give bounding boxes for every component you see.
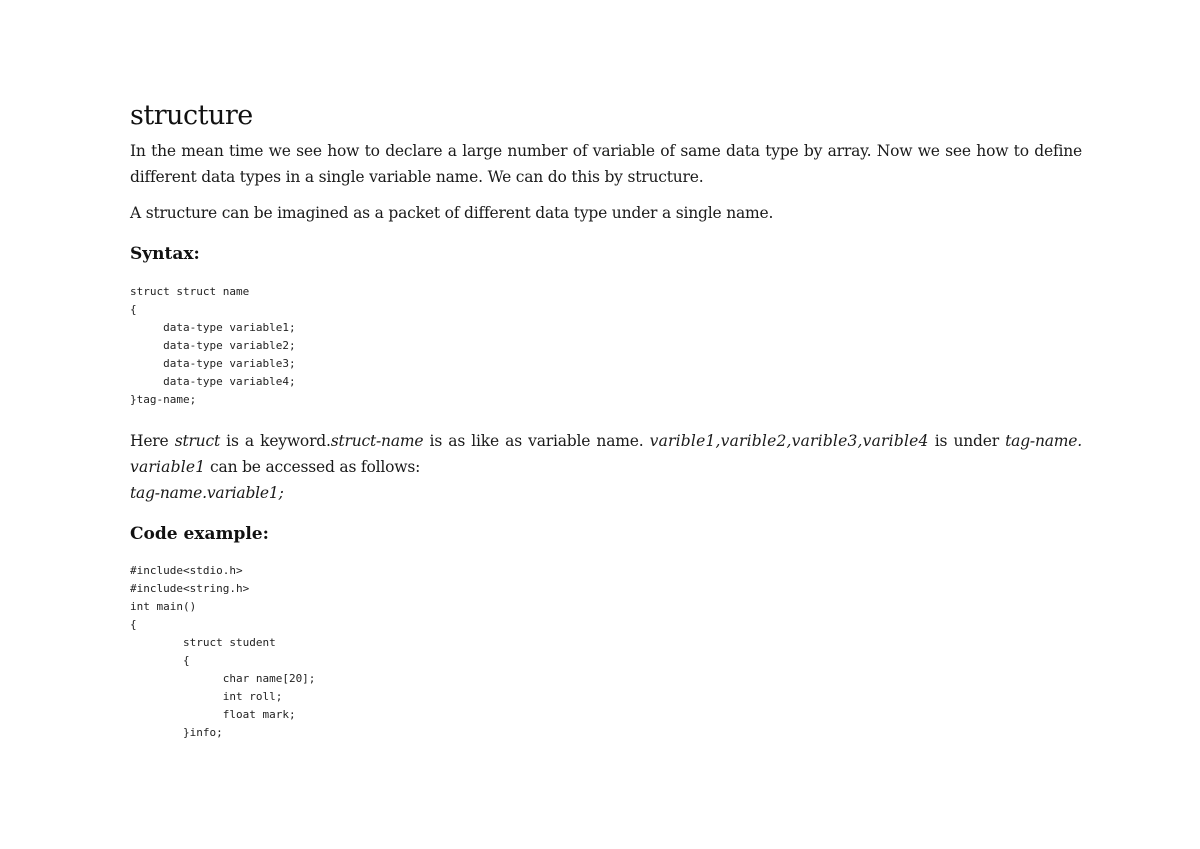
explanation-paragraph [130,428,1082,506]
code-line: struct struct name [130,285,250,298]
access-expression: tag-name.variable1; [130,484,284,502]
code-line: data-type variable4; [130,375,296,388]
explain-text: is under [928,432,1006,450]
code-line: { [130,654,190,667]
code-line: #include<stdio.h> [130,564,243,577]
explain-text: is as like as variable name. [423,432,650,450]
code-line: { [130,618,137,631]
syntax-code-block [130,283,1082,409]
code-line: int main() [130,600,197,613]
code-line: data-type variable3; [130,357,296,370]
page-title: structure [130,100,253,131]
explain-text: is a keyword. [219,432,331,450]
variables-list: varible1,varible2,varible3,varible4 [649,432,929,450]
code-line: int roll; [130,690,283,703]
code-line: #include<string.h> [130,582,250,595]
code-line: data-type variable2; [130,339,296,352]
code-line: struct student [130,636,276,649]
document-page [130,98,1082,742]
tag-name-term: tag-name. [1005,432,1082,450]
code-line: }tag-name; [130,393,197,406]
explain-text: can be accessed as follows: [205,458,421,476]
intro-paragraph: In the mean time we see how to declare a large number of variable of same data type by array. Now we see how to define different data types in a single variable name. We can do this by structure. [130,142,1082,186]
code-line: }info; [130,726,223,739]
syntax-heading: Syntax: [130,244,200,264]
struct-name-term: struct-name [330,432,424,450]
variable1-term: variable1 [130,458,206,476]
code-example-heading: Code example: [130,524,269,544]
definition-paragraph: A structure can be imagined as a packet of different data type under a single name. [130,204,774,222]
example-code-block [130,562,1082,742]
code-line: data-type variable1; [130,321,296,334]
code-line: float mark; [130,708,296,721]
code-line: char name[20]; [130,672,316,685]
struct-keyword: struct [174,432,220,450]
code-line: { [130,303,137,316]
explain-text: Here [130,432,175,450]
